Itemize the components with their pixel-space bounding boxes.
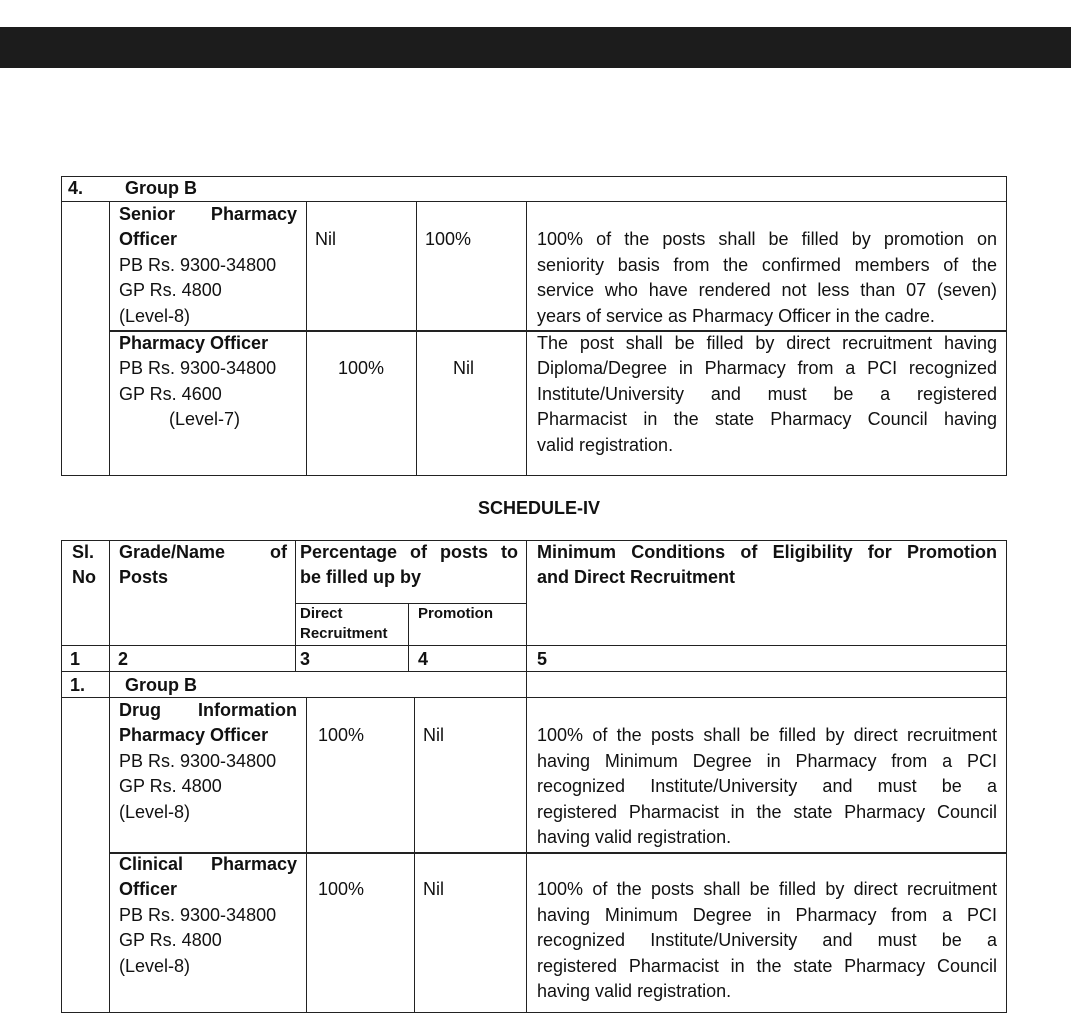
conditions-line: registered Pharmacist in the state Pharmacy Council: [537, 802, 997, 822]
table-rule: [526, 540, 527, 1013]
conditions-line: Pharmacist in the state Pharmacy Council having: [537, 409, 997, 429]
table-rule: [61, 176, 62, 476]
conditions-line: having valid registration.: [537, 827, 732, 847]
promotion-value: Nil: [423, 725, 444, 745]
conditions-line: valid registration.: [537, 435, 674, 455]
pay-level: (Level-8): [119, 802, 191, 822]
table-rule: [61, 645, 1007, 646]
post-name-line: Senior Pharmacy: [119, 204, 297, 224]
table-rule: [61, 671, 1007, 672]
table-rule: [61, 1012, 1007, 1013]
post-name-line: Officer: [119, 879, 178, 899]
header-sl-no: Sl.: [72, 542, 95, 562]
table-rule: [306, 697, 307, 1013]
column-number: 3: [300, 649, 311, 669]
grade-pay: GP Rs. 4600: [119, 384, 222, 404]
conditions-line: having Minimum Degree in Pharmacy from a PCI: [537, 751, 997, 771]
table-rule: [61, 475, 1007, 476]
conditions-line: Diploma/Degree in Pharmacy from a PCI recognized: [537, 358, 997, 378]
table-rule: [61, 540, 62, 1013]
conditions-line: having Minimum Degree in Pharmacy from a PCI: [537, 905, 997, 925]
header-direct-recruitment: Direct: [300, 605, 343, 622]
conditions-line: service who have rendered not less than 07 (seven): [537, 280, 997, 300]
conditions-line: having valid registration.: [537, 981, 732, 1001]
pay-level: (Level-7): [169, 409, 241, 429]
column-number: 2: [118, 649, 129, 669]
table-rule: [408, 603, 409, 672]
grade-pay: GP Rs. 4800: [119, 280, 222, 300]
pay-level: (Level-8): [119, 956, 191, 976]
conditions-line: 100% of the posts shall be filled by direct recruitment: [537, 879, 997, 899]
header-promotion: Promotion: [418, 605, 493, 622]
table-rule: [61, 176, 1007, 177]
table-rule: [109, 540, 110, 698]
table-rule: [295, 540, 296, 672]
direct-recruitment-value: 100%: [318, 725, 365, 745]
conditions-line: recognized Institute/University and must be a: [537, 930, 997, 950]
pay-band: PB Rs. 9300-34800: [119, 905, 277, 925]
post-name-line: Clinical Pharmacy: [119, 854, 297, 874]
table-rule: [1006, 540, 1007, 1013]
direct-recruitment-value: 100%: [318, 879, 365, 899]
column-number: 5: [537, 649, 548, 669]
table-rule: [306, 201, 307, 476]
conditions-line: Institute/University and must be a registered: [537, 384, 997, 404]
column-number: 4: [418, 649, 429, 669]
post-name-line: Officer: [119, 229, 178, 249]
conditions-line: The post shall be filled by direct recruitment having: [537, 333, 997, 353]
header-percentage: be filled up by: [300, 567, 422, 587]
table-rule: [109, 697, 110, 1013]
table-rule: [414, 697, 415, 1013]
pay-band: PB Rs. 9300-34800: [119, 358, 277, 378]
conditions-line: registered Pharmacist in the state Pharmacy Council: [537, 956, 997, 976]
header-percentage: Percentage of posts to: [300, 542, 518, 562]
post-name-line: Pharmacy Officer: [119, 333, 269, 353]
conditions-line: recognized Institute/University and must be a: [537, 776, 997, 796]
post-name-line: Drug Information: [119, 700, 297, 720]
conditions-line: 100% of the posts shall be filled by direct recruitment: [537, 725, 997, 745]
header-grade: Posts: [119, 567, 169, 587]
post-name-line: Pharmacy Officer: [119, 725, 269, 745]
promotion-value: Nil: [453, 358, 474, 378]
header-sl-no: No: [72, 567, 96, 587]
header-conditions: Minimum Conditions of Eligibility for Promotion: [537, 542, 997, 562]
pay-band: PB Rs. 9300-34800: [119, 751, 277, 771]
table-rule: [109, 201, 110, 476]
direct-recruitment-value: 100%: [338, 358, 385, 378]
conditions-line: 100% of the posts shall be filled by promotion on: [537, 229, 997, 249]
sl-no-cell: 4.: [68, 178, 84, 198]
group-label: Group B: [125, 178, 197, 198]
header-conditions: and Direct Recruitment: [537, 567, 736, 587]
column-number: 1: [70, 649, 81, 669]
grade-pay: GP Rs. 4800: [119, 776, 222, 796]
table-rule: [1006, 176, 1007, 476]
pay-band: PB Rs. 9300-34800: [119, 255, 277, 275]
top-dark-bar: [0, 27, 1071, 68]
promotion-value: Nil: [423, 879, 444, 899]
conditions-line: years of service as Pharmacy Officer in the cadre.: [537, 306, 935, 326]
header-direct-recruitment: Recruitment: [300, 625, 388, 642]
schedule-heading: SCHEDULE-IV: [478, 498, 601, 518]
pay-level: (Level-8): [119, 306, 191, 326]
group-label: Group B: [125, 675, 197, 695]
grade-pay: GP Rs. 4800: [119, 930, 222, 950]
conditions-line: seniority basis from the confirmed members of the: [537, 255, 997, 275]
sl-no-cell: 1.: [70, 675, 86, 695]
table-rule: [416, 201, 417, 476]
header-grade: Grade/Name of: [119, 542, 287, 562]
table-rule: [526, 201, 527, 476]
direct-recruitment-value: Nil: [315, 229, 336, 249]
promotion-value: 100%: [425, 229, 472, 249]
